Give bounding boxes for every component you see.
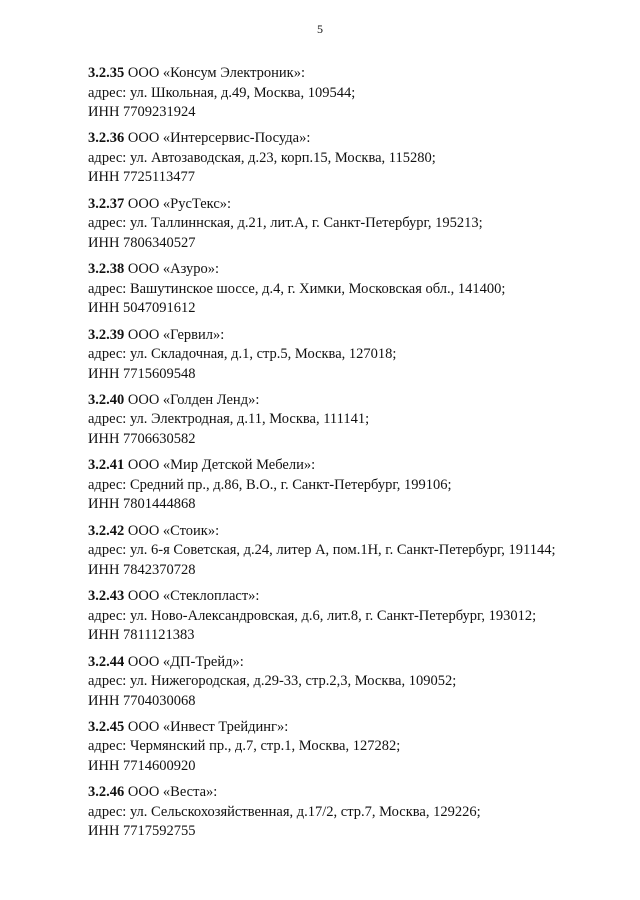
entry-company-name: ООО «Мир Детской Мебели»:	[124, 457, 316, 474]
entry-address: адрес: ул. Автозаводская, д.23, корп.15, Москва, 115280;	[88, 149, 436, 166]
entry-heading	[88, 653, 618, 673]
entry-address: адрес: ул. Сельскохозяйственная, д.17/2, стр.7, Москва, 129226;	[88, 803, 481, 820]
entry-address: адрес: ул. 6-я Советская, д.24, литер А, пом.1Н, г. Санкт-Петербург, 191144;	[88, 542, 556, 559]
entry-company-name: ООО «Веста»:	[124, 784, 218, 801]
entry-company-name: ООО «Стоик»:	[124, 522, 220, 539]
list-item	[88, 653, 618, 718]
entry-address: адрес: ул. Школьная, д.49, Москва, 109544;	[88, 84, 356, 101]
entry-inn: ИНН 7715609548	[88, 365, 196, 382]
entry-address: адрес: Вашутинское шоссе, д.4, г. Химки, Московская обл., 141400;	[88, 280, 506, 297]
entry-company-name: ООО «Стеклопласт»:	[124, 588, 260, 605]
entry-number: 3.2.37	[88, 195, 125, 212]
entry-company-name: ООО «Инвест Трейдинг»:	[124, 718, 289, 735]
entry-number: 3.2.41	[88, 457, 125, 474]
list-item	[88, 260, 618, 325]
entries-list	[88, 64, 618, 849]
entry-number: 3.2.45	[88, 718, 125, 735]
entry-heading	[88, 456, 618, 476]
entry-address: адрес: ул. Таллиннская, д.21, лит.А, г. Санкт-Петербург, 195213;	[88, 215, 483, 232]
entry-inn: ИНН 7709231924	[88, 104, 196, 120]
entry-inn: ИНН 7801444868	[88, 496, 196, 513]
entry-inn: ИНН 7842370728	[88, 561, 196, 578]
list-item	[88, 522, 618, 587]
entry-heading	[88, 129, 618, 149]
entry-heading	[88, 326, 618, 346]
entry-address: адрес: Средний пр., д.86, В.О., г. Санкт-Петербург, 199106;	[88, 476, 452, 493]
entry-number: 3.2.38	[88, 261, 125, 278]
entry-company-name: ООО «Интерсервис-Посуда»:	[124, 130, 311, 147]
entry-number: 3.2.46	[88, 784, 125, 801]
entry-company-name: ООО «Консум Электроник»:	[124, 65, 305, 81]
entry-number: 3.2.43	[88, 588, 125, 605]
list-item	[88, 391, 618, 456]
entry-inn: ИНН 7811121383	[88, 627, 195, 644]
entry-number: 3.2.36	[88, 130, 125, 147]
entry-inn: ИНН 7706630582	[88, 430, 196, 447]
list-item	[88, 195, 618, 260]
entry-address: адрес: ул. Ново-Александровская, д.6, лит.8, г. Санкт-Петербург, 193012;	[88, 607, 537, 624]
entry-heading	[88, 587, 618, 607]
entry-heading	[88, 391, 618, 411]
entry-company-name: ООО «ДП-Трейд»:	[124, 653, 244, 670]
entry-number: 3.2.39	[88, 326, 125, 343]
list-item	[88, 456, 618, 521]
entry-company-name: ООО «Гервил»:	[124, 326, 225, 343]
entry-inn: ИНН 7725113477	[88, 169, 196, 186]
entry-heading	[88, 783, 618, 803]
entry-inn: ИНН 7704030068	[88, 692, 196, 709]
list-item	[88, 64, 618, 129]
entry-inn: ИНН 7714600920	[88, 757, 196, 774]
entry-inn: ИНН 5047091612	[88, 300, 196, 317]
entry-heading	[88, 260, 618, 280]
entry-number: 3.2.44	[88, 653, 125, 670]
list-item	[88, 718, 618, 783]
entry-inn: ИНН 7717592755	[88, 823, 196, 840]
entry-company-name: ООО «Голден Ленд»:	[124, 391, 260, 408]
list-item	[88, 587, 618, 652]
entry-number: 3.2.35	[88, 65, 125, 81]
entry-address: адрес: Чермянский пр., д.7, стр.1, Москва, 127282;	[88, 738, 401, 755]
entry-number: 3.2.40	[88, 391, 125, 408]
entry-number: 3.2.42	[88, 522, 125, 539]
list-item	[88, 783, 618, 848]
page-number: 5	[317, 22, 323, 36]
entry-inn: ИНН 7806340527	[88, 234, 196, 251]
entry-heading	[88, 64, 618, 84]
entry-company-name: ООО «РусТекс»:	[124, 195, 232, 212]
entry-company-name: ООО «Азуро»:	[124, 261, 220, 278]
entry-heading	[88, 718, 618, 738]
entry-address: адрес: ул. Электродная, д.11, Москва, 111141;	[88, 411, 370, 428]
list-item	[88, 129, 618, 194]
entry-heading	[88, 195, 618, 215]
entry-heading	[88, 522, 618, 542]
list-item	[88, 326, 618, 391]
entry-address: адрес: ул. Нижегородская, д.29-33, стр.2,3, Москва, 109052;	[88, 673, 457, 690]
entry-address: адрес: ул. Складочная, д.1, стр.5, Москва, 127018;	[88, 346, 397, 363]
